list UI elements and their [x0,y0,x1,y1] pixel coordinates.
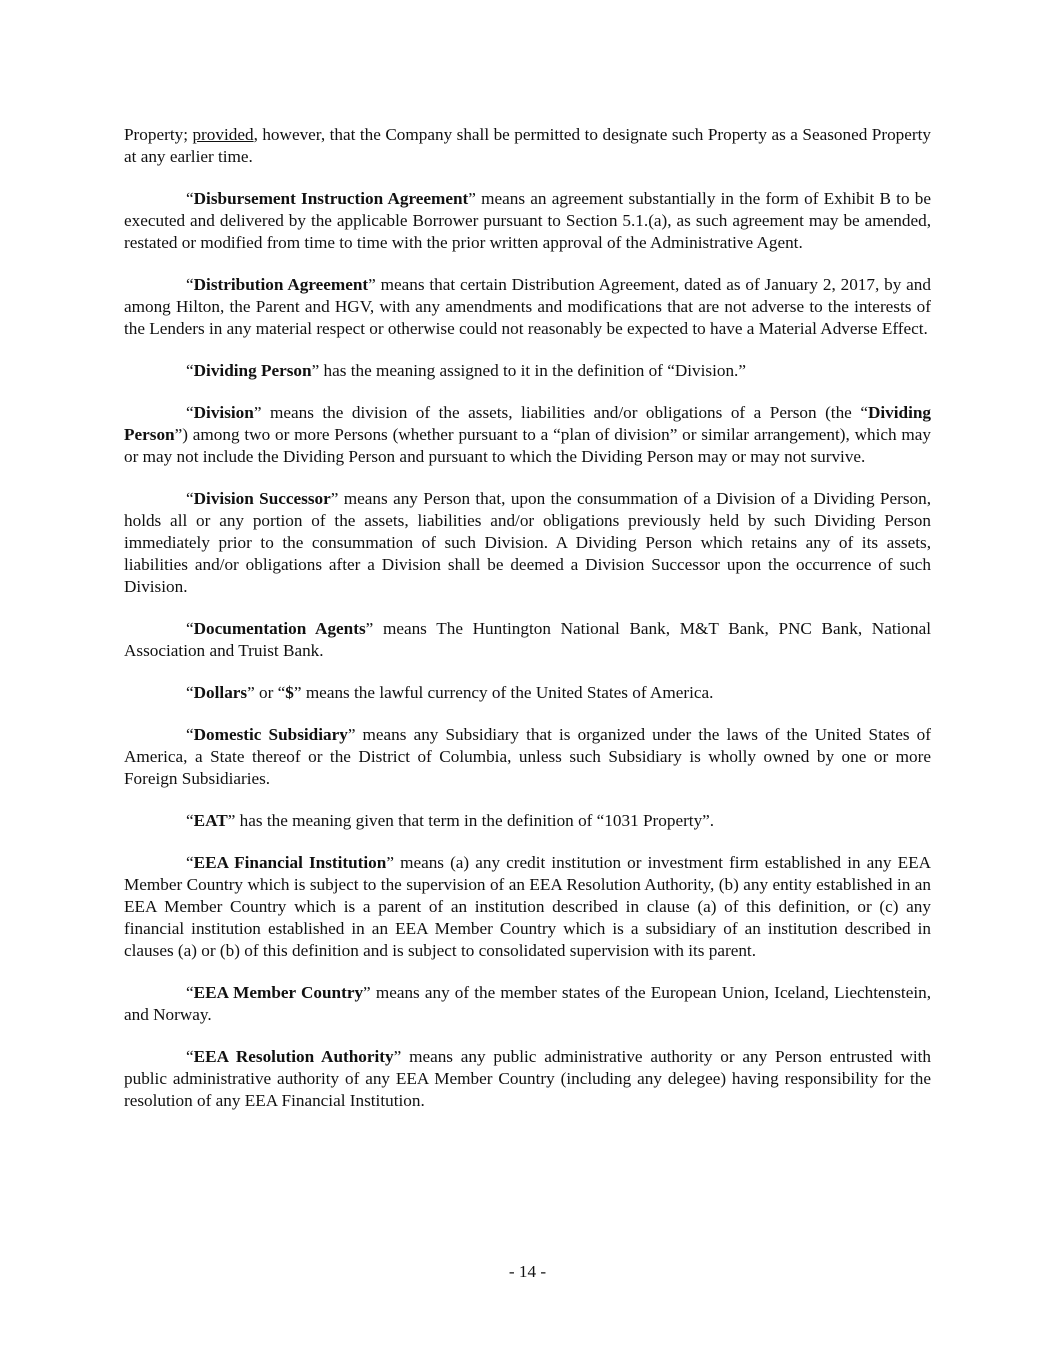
defined-term: Division Successor [193,489,331,508]
defined-term: EEA Financial Institution [193,853,387,872]
defined-term: Dollars [193,683,248,702]
defined-term: Domestic Subsidiary [193,725,348,744]
document-page [124,124,931,1132]
definition-paragraph: “EAT” has the meaning given that term in the definition of “1031 Property”. [186,811,715,830]
provided-term: provided [192,125,254,144]
definition-paragraph: “Documentation Agents” means The Huntington National Bank, M&T Bank, PNC Bank, National Association and Truist Bank. [124,619,931,660]
defined-term: Disbursement Instruction Agreement [193,189,469,208]
defined-term: Dividing Person [193,361,312,380]
defined-term: EAT [193,811,228,830]
definition-paragraph: “Division Successor” means any Person that, upon the consummation of a Division of a Dividing Person, holds all or any portion of the assets, liabilities and/or obligations previously held by such Dividing Person immediately prior to the consummation of such Division. A Dividing Person which retains any of its assets, liabilities and/or obligations after a Division shall be deemed a Division Successor upon the occurrence of such Division. [124,489,931,596]
definition-paragraph: “Distribution Agreement” means that certain Distribution Agreement, dated as of January 2, 2017, by and among Hilton, the Parent and HGV, with any amendments and modifications that are not adverse to the interests of the Lenders in any material respect or otherwise could not reasonably be expected to have a Material Adverse Effect. [124,275,931,338]
definition-paragraph: “EEA Financial Institution” means (a) any credit institution or investment firm established in any EEA Member Country which is subject to the supervision of an EEA Resolution Authority, (b) any entity established in an EEA Member Country which is a parent of an institution described in clause (a) of this definition, or (c) any financial institution established in an EEA Member Country which is a subsidiary of an institution described in clauses (a) or (b) of this definition and is subject to consolidated supervision with its parent. [124,853,931,960]
definition-paragraph: “Domestic Subsidiary” means any Subsidiary that is organized under the laws of the United States of America, a State thereof or the District of Columbia, unless such Subsidiary is wholly owned by one or more Foreign Subsidiaries. [124,725,931,788]
defined-term: Division [193,403,254,422]
defined-term: EEA Resolution Authority [193,1047,394,1066]
defined-term: Dividing Person [124,403,931,444]
definition-paragraph: “Dividing Person” has the meaning assigned to it in the definition of “Division.” [186,361,746,380]
definition-paragraph: “EEA Member Country” means any of the member states of the European Union, Iceland, Liechtenstein, and Norway. [124,983,931,1024]
continuation-paragraph: Property; provided, however, that the Company shall be permitted to designate such Property as a Seasoned Property at any earlier time. [124,125,931,166]
defined-term: EEA Member Country [193,983,364,1002]
definition-paragraph: “Dollars” or “$” means the lawful currency of the United States of America. [186,683,714,702]
definition-paragraph: “EEA Resolution Authority” means any public administrative authority or any Person entrusted with public administrative authority of any EEA Member Country (including any delegee) having responsibility for the resolution of any EEA Financial Institution. [124,1047,931,1110]
definition-paragraph: “Division” means the division of the assets, liabilities and/or obligations of a Person (the “Dividing Person”) among two or more Persons (whether pursuant to a “plan of division” or similar arrangement), which may or may not include the Dividing Person and pursuant to which the Dividing Person may or may not survive. [124,403,931,466]
definition-paragraph: “Disbursement Instruction Agreement” means an agreement substantially in the form of Exhibit B to be executed and delivered by the applicable Borrower pursuant to Section 5.1.(a), as such agreement may be amended, restated or modified from time to time with the prior written approval of the Administrative Agent. [124,189,932,252]
defined-term: Distribution Agreement [193,275,369,294]
defined-term: Documentation Agents [193,619,366,638]
page-number: - 14 - [508,1262,547,1281]
defined-term: $ [285,683,294,702]
